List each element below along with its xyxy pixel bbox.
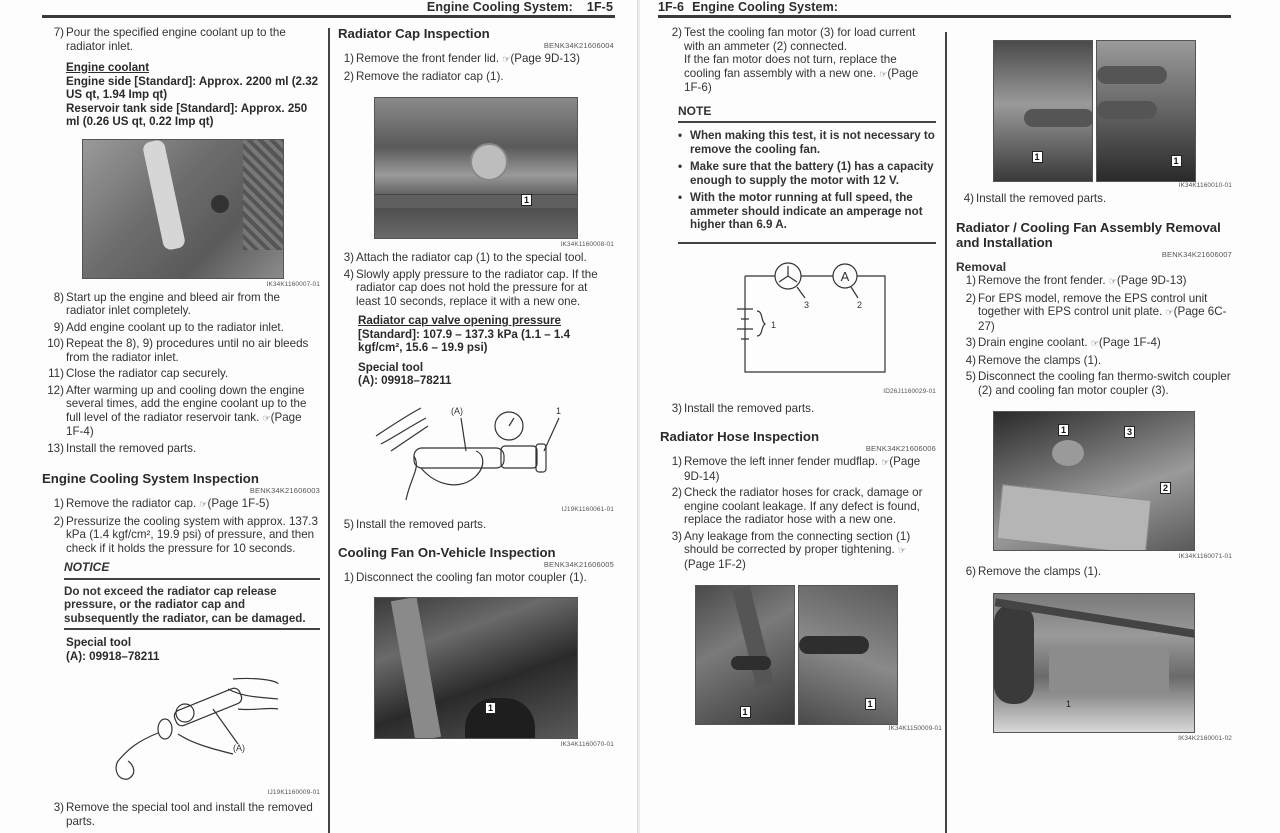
boot xyxy=(465,698,535,739)
column-divider xyxy=(328,28,330,833)
step-list xyxy=(46,291,320,456)
frame-bar xyxy=(375,194,578,208)
coolant-filling-photo xyxy=(82,139,284,279)
note-box xyxy=(678,105,936,244)
figure-id: IK34K1160010-01 xyxy=(1178,182,1232,189)
frame-tube xyxy=(391,597,441,739)
svg-text:3: 3 xyxy=(804,299,810,310)
section-title: Engine Cooling System Inspection xyxy=(42,471,259,486)
step-item: 4) Remove the clamps (1). xyxy=(965,353,1102,367)
step-item: 7) Pour the specified engine coolant up to the radiator inlet. xyxy=(53,26,286,53)
svg-text:(A): (A) xyxy=(233,743,245,753)
callout-1: 1 xyxy=(521,194,532,206)
figure-id: IJ19K1160009-01 xyxy=(267,789,320,796)
svg-text:2: 2 xyxy=(857,299,863,310)
step-item: 3) Attach the radiator cap (1) to the special tool. xyxy=(343,251,587,264)
note-bullet: • Make sure that the battery (1) has a capacity enough to supply the motor with 12 V. xyxy=(678,160,936,187)
step-item: 3) Remove the special tool and install the removed parts. xyxy=(53,801,313,828)
callout-1: 1 xyxy=(485,702,496,714)
reference-icon: ☞ xyxy=(1165,307,1174,317)
callout-1: 1 xyxy=(1058,424,1069,436)
pressure-tester-drawing xyxy=(83,669,283,787)
section-title: Radiator Cap Inspection xyxy=(338,26,490,41)
reference-icon: ☞ xyxy=(1090,338,1099,348)
section-title: Radiator / Cooling Fan Assembly Removal and Installation xyxy=(956,219,1221,250)
tester-illustration xyxy=(83,669,283,787)
special-tool: Special tool (A): 09918–78211 xyxy=(66,636,160,663)
note-body xyxy=(678,123,936,244)
section-code: BENK34K21606005 xyxy=(543,560,614,569)
fan-coupler-photo xyxy=(374,597,578,739)
step-item: 2) Test the cooling fan motor (3) for load current with an ammeter (2) connected. If the fan motor does not turn, replace the cooling fan assembly with a new one. ☞(Page 1F-6) xyxy=(671,26,919,94)
step-item: 5) Install the removed parts. xyxy=(343,517,487,531)
filler-hose xyxy=(142,139,186,251)
clamp-photo-left xyxy=(993,40,1093,182)
running-header xyxy=(658,0,838,14)
hose-photo-pair xyxy=(656,585,936,725)
ammeter-symbol: A xyxy=(840,268,850,284)
callout-1: 1 xyxy=(1032,151,1043,163)
step-item: 10) Repeat the 8), 9) procedures until no air bleeds from the radiator inlet. xyxy=(47,337,309,364)
coolant-spec: Engine coolant Engine side [Standard]: Approx. 2200 ml (2.32 US qt, 1.94 Imp qt) Reservoir tank side [Standard]: Approx. 250 ml (0.26 US qt, 0.22 Imp qt) xyxy=(66,61,319,128)
radiator-cap-photo xyxy=(374,97,578,239)
page-reference-link[interactable]: (Page 6C-27) xyxy=(978,305,1227,333)
figure-id: IJ19K1160061-01 xyxy=(561,505,614,513)
page-reference-link[interactable]: (Page 9D-13) xyxy=(510,52,580,65)
cap-pressure-spec: Radiator cap valve opening pressure [Standard]: 107.9 – 137.3 kPa (1.1 – 1.4 kgf/cm², 15.6 – 19.9 psi) xyxy=(358,314,571,354)
notice-box xyxy=(64,561,320,630)
note-heading: NOTE xyxy=(678,105,936,124)
header-section: Engine Cooling System: xyxy=(692,0,839,14)
skid-plate xyxy=(1049,649,1169,694)
figure-id: ID26J1160029-01 xyxy=(883,387,936,395)
step-item: 3) Install the removed parts. xyxy=(671,401,815,415)
reference-icon: ☞ xyxy=(199,499,208,509)
step-item: 3) Any leakage from the connecting section (1) should be corrected by proper tightening. ☞(Page 1F-2) xyxy=(671,529,911,571)
note-bullet: • With the motor running at full speed, the ammeter should indicate an amperage not higher than 6.9 A. xyxy=(678,191,936,232)
step-item: 8) Start up the engine and bleed air from the radiator inlet completely. xyxy=(53,290,280,317)
notice-text: Do not exceed the radiator cap release pressure, or the radiator cap and subsequently the radiator, can be damaged. xyxy=(64,580,320,631)
page-reference-link[interactable]: (Page 9D-14) xyxy=(684,455,921,483)
reference-icon: ☞ xyxy=(502,54,511,64)
notice-heading: NOTICE xyxy=(64,561,320,580)
radiator-clamps-photo xyxy=(993,593,1195,733)
header-page-number: 1F-6 xyxy=(658,0,685,14)
hose xyxy=(799,636,869,654)
page-reference-link[interactable]: (Page 1F-4) xyxy=(1098,336,1161,349)
section-title: Radiator Hose Inspection xyxy=(660,429,820,444)
callout-1: 1 xyxy=(740,706,751,718)
radiator-cap xyxy=(470,143,508,181)
hose-photo-right xyxy=(798,585,898,725)
running-header xyxy=(427,0,613,14)
header-rule xyxy=(42,15,615,18)
page-reference-link[interactable]: (Page 1F-6) xyxy=(684,66,919,94)
page-reference-link[interactable]: (Page 1F-4) xyxy=(66,410,302,438)
figure-id: IK34K1160070-01 xyxy=(560,740,614,748)
figure-id: IK34K2160001-02 xyxy=(1178,734,1232,742)
step-item: 3) Drain engine coolant. ☞(Page 1F-4) xyxy=(965,336,1161,349)
hose xyxy=(1024,109,1093,127)
reference-icon: ☞ xyxy=(879,68,888,79)
cap-tester-drawing xyxy=(366,396,586,504)
section-code: BENK34K21606003 xyxy=(249,486,320,495)
section-title: Cooling Fan On-Vehicle Inspection xyxy=(338,545,556,560)
callout-3: 3 xyxy=(1124,426,1135,438)
step-item: 1) Disconnect the cooling fan motor coupler (1). xyxy=(343,571,587,584)
tire xyxy=(994,604,1034,704)
svg-text:1: 1 xyxy=(556,405,562,416)
note-bullet: • When making this test, it is not necessary to remove the cooling fan. xyxy=(678,129,936,156)
step-item: 2) For EPS model, remove the EPS control unit together with EPS control unit plate. ☞(Page 6C-27) xyxy=(965,291,1227,333)
reference-icon: ☞ xyxy=(881,457,890,467)
step-item: 4) Install the removed parts. xyxy=(963,192,1107,205)
svg-text:(A): (A) xyxy=(451,405,463,416)
step-item: 1) Remove the front fender. ☞(Page 9D-13) xyxy=(965,274,1187,287)
right-page xyxy=(640,0,1280,833)
grille xyxy=(243,140,283,250)
figure-id: IK34K1160008-01 xyxy=(560,241,614,248)
reference-icon: ☞ xyxy=(898,545,907,555)
fan-motor xyxy=(1052,440,1084,466)
step-item: 4) Slowly apply pressure to the radiator cap. If the radiator cap does not hold the pressure for at least 10 seconds, replace it with a new one. xyxy=(343,267,598,308)
reference-icon: ☞ xyxy=(262,412,271,423)
step-item: 2) Pressurize the cooling system with approx. 137.3 kPa (1.4 kgf/cm², 19.9 psi) of pressure, and then check if it holds the pressure for 10 seconds. xyxy=(53,514,318,555)
cap-tester-illustration xyxy=(366,396,586,504)
section-code: BENK34K21606006 xyxy=(865,444,936,453)
step-item: 1) Remove the radiator cap. ☞(Page 1F-5) xyxy=(53,497,270,510)
step-item: 12) After warming up and cooling down the engine several times, add the engine coolant up to the full level of the radiator reservoir tank. ☞(Page 1F-4) xyxy=(47,383,307,438)
hose-clamp-photo-pair xyxy=(956,40,1232,182)
step-item: 1) Remove the left inner fender mudflap. ☞(Page 9D-14) xyxy=(671,455,921,483)
callout-label-1: 1 xyxy=(1066,698,1072,709)
special-tool: Special tool (A): 09918–78211 xyxy=(358,360,452,387)
header-section: Engine Cooling System: xyxy=(426,0,573,14)
step-item: 2) Check the radiator hoses for crack, damage or engine coolant leakage. If any defect is found, replace the radiator hose with a new one. xyxy=(671,486,923,526)
step-item: 5) Disconnect the cooling fan thermo-switch coupler (2) and cooling fan motor coupler (3). xyxy=(965,370,1231,397)
hose-photo-left xyxy=(695,585,795,725)
reservoir-cap xyxy=(211,195,229,213)
figure-id: IK34K1160007-01 xyxy=(266,280,320,288)
header-page-number: 1F-5 xyxy=(586,0,613,14)
hose-bend xyxy=(731,656,771,670)
hose xyxy=(1097,101,1157,119)
step-item: 13) Install the removed parts. xyxy=(47,441,197,455)
fan-assembly-photo xyxy=(993,411,1195,551)
page-reference-link[interactable]: (Page 1F-5) xyxy=(207,497,270,510)
section-code: BENK34K21606007 xyxy=(1161,249,1232,259)
clamp-photo-right xyxy=(1096,40,1196,182)
section-code: BENK34K21606004 xyxy=(543,41,614,50)
circuit-schematic xyxy=(705,256,895,386)
fan-circuit-diagram xyxy=(705,256,895,386)
step-item: 9) Add engine coolant up to the radiator inlet. xyxy=(53,320,284,334)
subheading-removal: Removal xyxy=(956,259,1007,274)
radiator xyxy=(997,484,1152,551)
step-item: 11) Close the radiator cap securely. xyxy=(48,367,229,380)
right-column-2 xyxy=(956,26,1232,745)
page-reference-link[interactable]: (Page 1F-2) xyxy=(684,557,746,571)
figure-id: IK34K1150009-01 xyxy=(888,725,942,732)
step-item: 1) Remove the front fender lid. ☞(Page 9D-13) xyxy=(343,52,580,65)
page-reference-link[interactable]: (Page 9D-13) xyxy=(1116,274,1187,287)
left-page xyxy=(0,0,638,833)
step-item: 6) Remove the clamps (1). xyxy=(965,565,1102,578)
reference-icon: ☞ xyxy=(1108,276,1117,286)
callout-1: 1 xyxy=(865,698,876,710)
step-item: 2) Remove the radiator cap (1). xyxy=(343,69,504,83)
svg-text:1: 1 xyxy=(771,319,777,330)
column-divider xyxy=(945,32,947,833)
header-rule xyxy=(658,15,1231,18)
left-column-1 xyxy=(42,26,320,831)
hose xyxy=(732,585,774,686)
left-column-2 xyxy=(338,26,614,751)
figure-id: IK34K1160071-01 xyxy=(1178,553,1232,560)
right-column-1 xyxy=(660,26,942,735)
callout-2: 2 xyxy=(1160,482,1171,494)
callout-1: 1 xyxy=(1171,155,1182,167)
hose xyxy=(1097,66,1167,84)
